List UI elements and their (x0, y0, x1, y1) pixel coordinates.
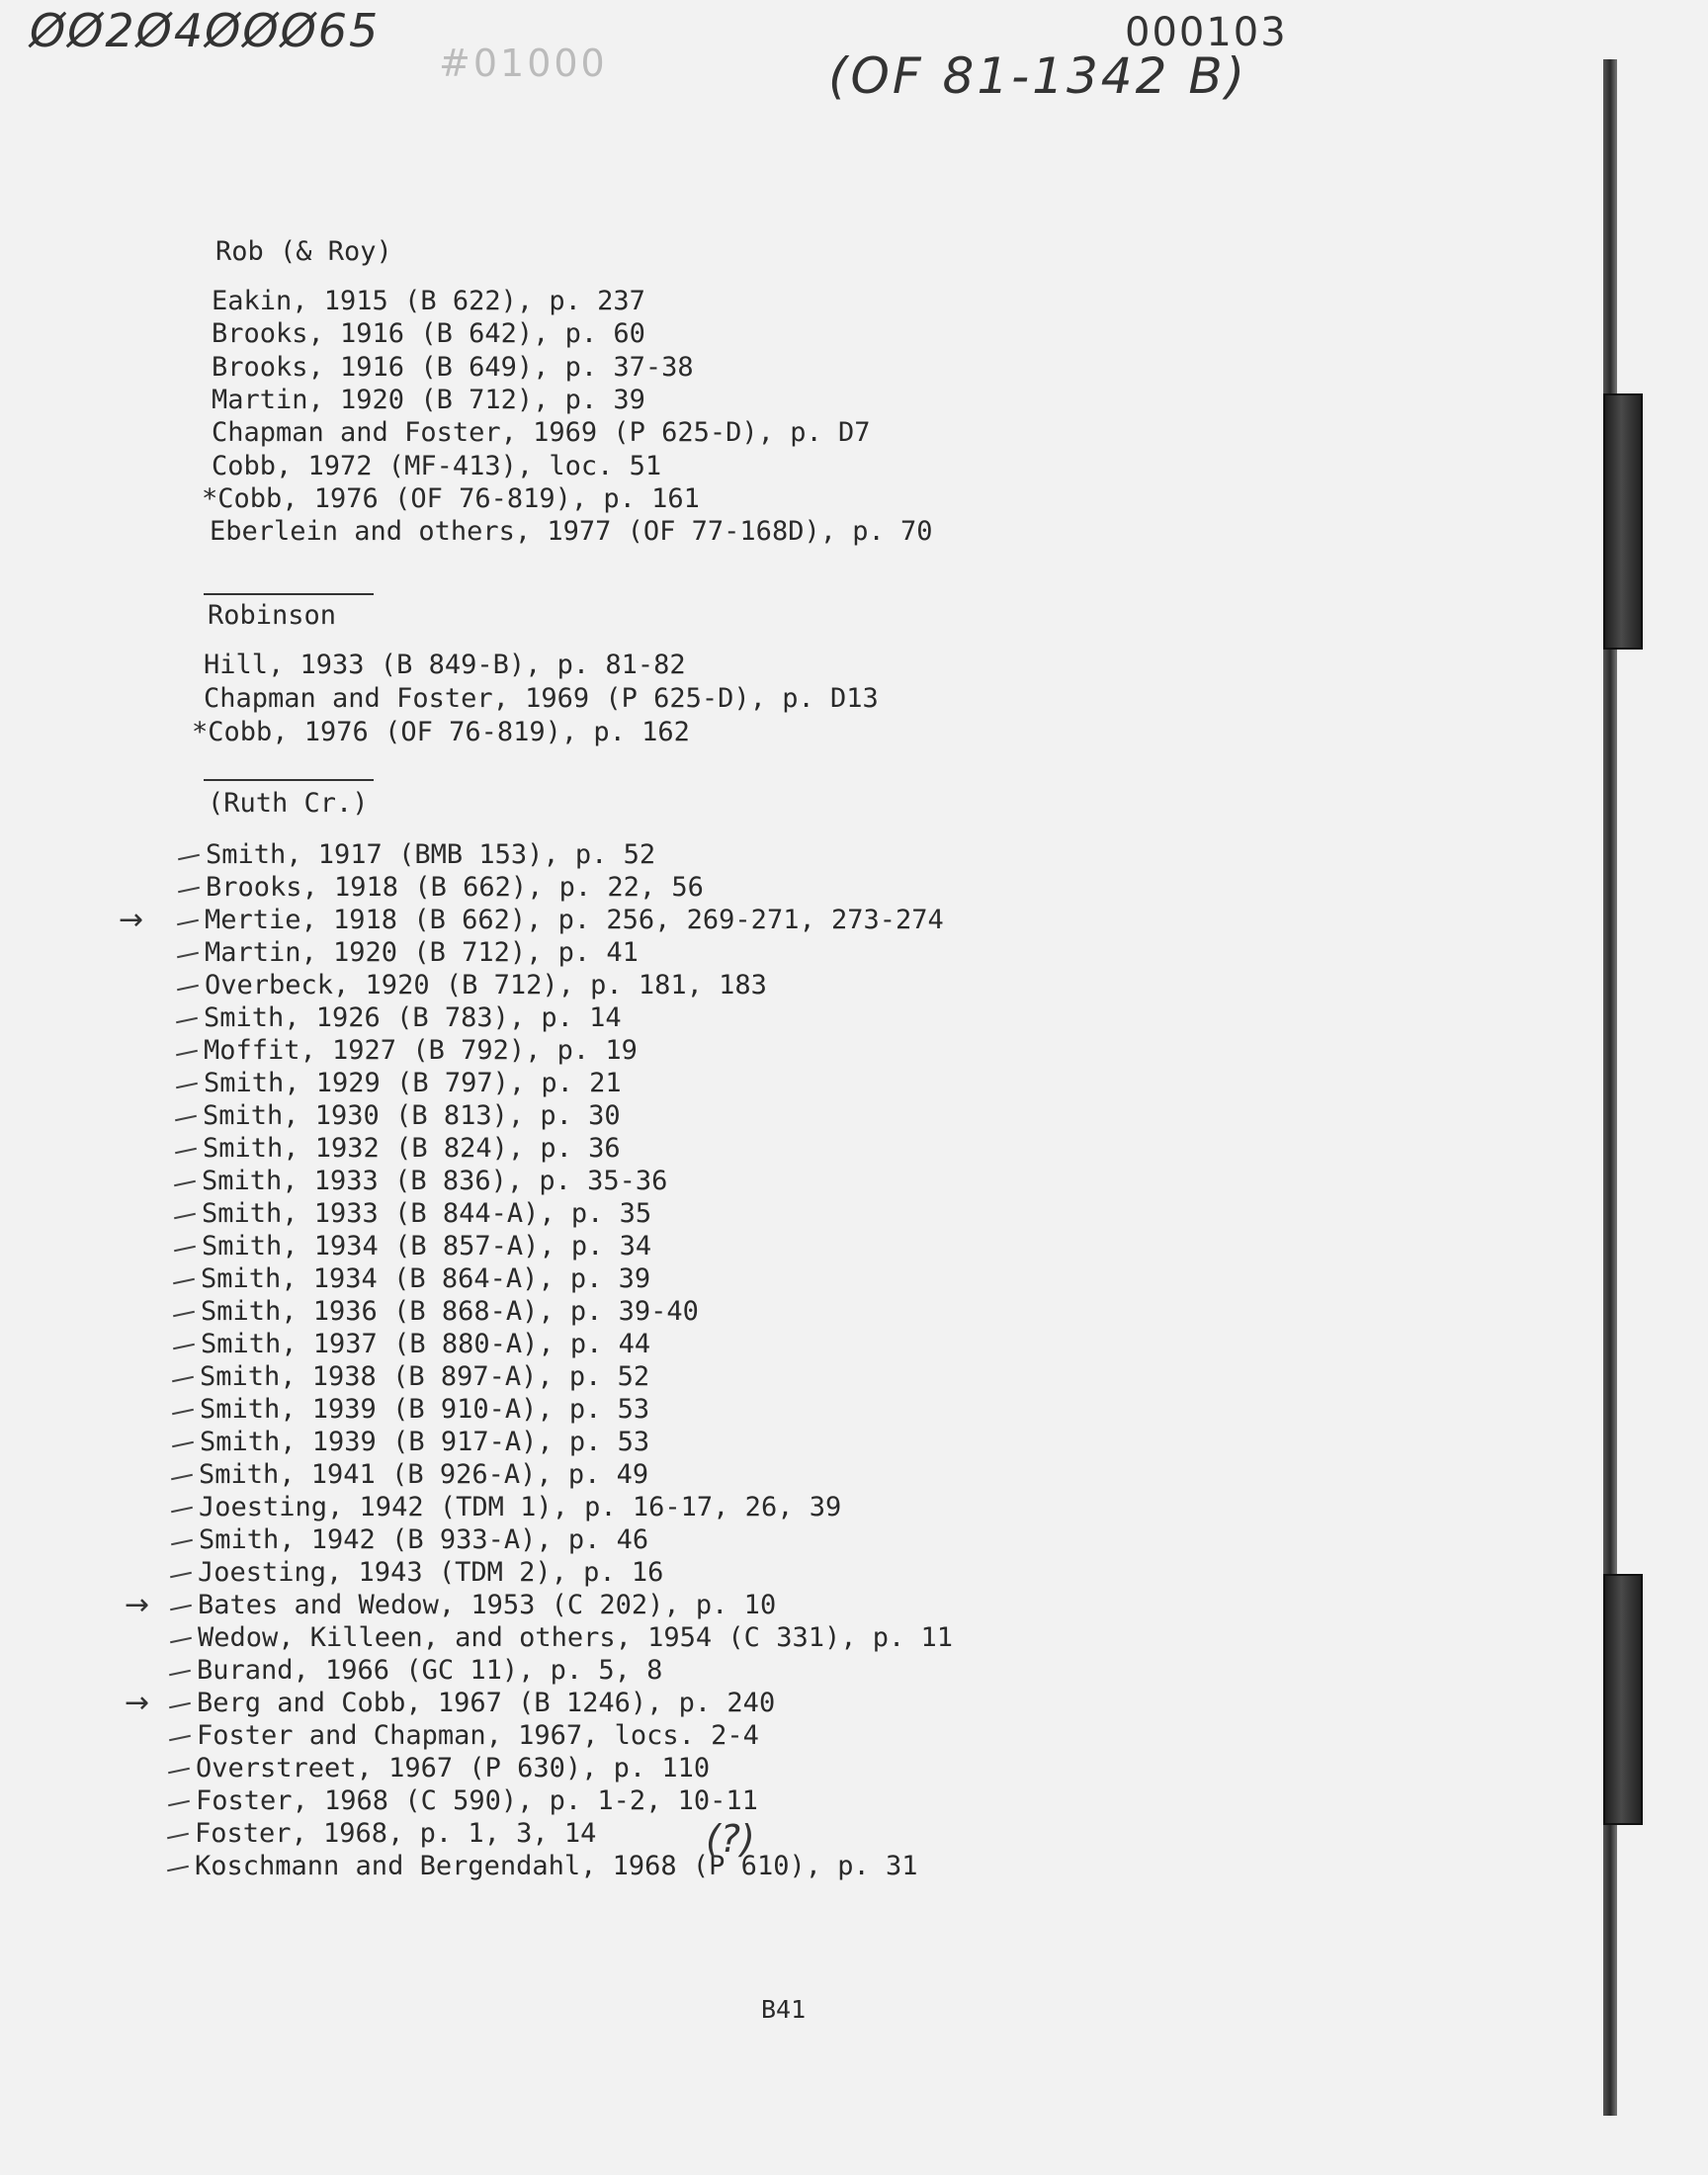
reference-entry: *Cobb, 1976 (OF 76-819), p. 161 (202, 482, 700, 514)
margin-check-mark (177, 985, 199, 992)
section-title: Rob (& Roy) (215, 236, 392, 267)
reference-entry: Smith, 1934 (B 857-A), p. 34 (202, 1231, 652, 1262)
reference-entry: Smith, 1939 (B 917-A), p. 53 (200, 1427, 650, 1457)
reference-entry: Eberlein and others, 1977 (OF 77-168D), p. 70 (210, 516, 933, 548)
reference-entry: Koschmann and Bergendahl, 1968 (P 610), p. 31 (195, 1851, 918, 1881)
margin-check-mark (172, 1441, 194, 1448)
reference-entry: Chapman and Foster, 1969 (P 625-D), p. D13 (204, 683, 879, 714)
reference-entry: Berg and Cobb, 1967 (B 1246), p. 240 (197, 1688, 776, 1718)
margin-check-mark (173, 1344, 195, 1350)
reference-entry: Smith, 1930 (B 813), p. 30 (203, 1100, 621, 1131)
reference-entry: Smith, 1942 (B 933-A), p. 46 (199, 1524, 649, 1555)
handwritten-page-number: 000103 (1125, 10, 1288, 55)
reference-entry: Cobb, 1972 (MF-413), loc. 51 (212, 450, 662, 481)
margin-check-mark (175, 1148, 197, 1155)
margin-arrow-icon: → (125, 1588, 150, 1622)
page-footer-number: B41 (761, 1995, 807, 2024)
reference-entry: Smith, 1934 (B 864-A), p. 39 (201, 1263, 651, 1294)
margin-check-mark (177, 919, 199, 926)
margin-check-mark (176, 1050, 198, 1057)
handwritten-question-mark: (?) (706, 1817, 755, 1861)
section-title: Robinson (208, 600, 337, 631)
reference-entry: Foster, 1968, p. 1, 3, 14 (195, 1818, 597, 1849)
reference-entry: Bates and Wedow, 1953 (C 202), p. 10 (198, 1590, 777, 1620)
margin-check-mark (169, 1735, 191, 1742)
section-divider (204, 593, 374, 595)
margin-check-mark (168, 1800, 190, 1807)
margin-check-mark (173, 1311, 195, 1318)
reference-entry: Mertie, 1918 (B 662), p. 256, 269-271, 273-274 (205, 905, 944, 935)
margin-check-mark (172, 1409, 194, 1416)
reference-entry: Brooks, 1916 (B 642), p. 60 (212, 318, 645, 350)
margin-check-mark (177, 952, 199, 959)
reference-entry: Joesting, 1943 (TDM 2), p. 16 (198, 1557, 664, 1588)
reference-entry: *Cobb, 1976 (OF 76-819), p. 162 (192, 717, 690, 747)
reference-entry: Burand, 1966 (GC 11), p. 5, 8 (197, 1655, 663, 1686)
reference-entry: Foster, 1968 (C 590), p. 1-2, 10-11 (196, 1785, 758, 1816)
margin-check-mark (174, 1180, 196, 1187)
margin-check-mark (174, 1246, 196, 1253)
reference-entry: Smith, 1939 (B 910-A), p. 53 (200, 1394, 650, 1425)
margin-arrow-icon: → (119, 903, 144, 937)
stamped-number: #01000 (439, 42, 608, 85)
margin-check-mark (169, 1670, 191, 1677)
margin-check-mark (173, 1278, 195, 1285)
section-title: (Ruth Cr.) (208, 788, 369, 819)
margin-check-mark (167, 1833, 189, 1840)
handwritten-document-id: ØØ2Ø4ØØØ65 (30, 4, 381, 57)
margin-check-mark (178, 887, 200, 894)
margin-check-mark (170, 1605, 192, 1611)
binder-clip-bottom (1603, 1574, 1643, 1825)
margin-check-mark (171, 1507, 193, 1514)
margin-check-mark (171, 1539, 193, 1546)
margin-check-mark (167, 1866, 189, 1872)
margin-check-mark (178, 854, 200, 861)
margin-check-mark (170, 1572, 192, 1579)
handwritten-report-reference: (OF 81-1342 B) (828, 47, 1248, 105)
reference-entry: Martin, 1920 (B 712), p. 41 (205, 937, 639, 968)
reference-entry: Smith, 1941 (B 926-A), p. 49 (199, 1459, 649, 1490)
margin-check-mark (176, 1017, 198, 1024)
reference-entry: Overstreet, 1967 (P 630), p. 110 (196, 1753, 711, 1784)
reference-entry: Smith, 1926 (B 783), p. 14 (204, 1002, 622, 1033)
reference-entry: Smith, 1933 (B 844-A), p. 35 (202, 1198, 652, 1229)
reference-entry: Smith, 1933 (B 836), p. 35-36 (202, 1166, 668, 1196)
section-divider (204, 779, 374, 781)
margin-check-mark (168, 1768, 190, 1775)
reference-entry: Chapman and Foster, 1969 (P 625-D), p. D7 (212, 417, 871, 449)
reference-entry: Smith, 1929 (B 797), p. 21 (204, 1068, 622, 1098)
margin-check-mark (175, 1115, 197, 1122)
margin-arrow-icon: → (125, 1686, 150, 1720)
reference-entry: Martin, 1920 (B 712), p. 39 (212, 384, 645, 415)
margin-check-mark (170, 1637, 192, 1644)
reference-entry: Joesting, 1942 (TDM 1), p. 16-17, 26, 39 (199, 1492, 842, 1522)
reference-entry: Brooks, 1916 (B 649), p. 37-38 (212, 351, 694, 383)
reference-entry: Smith, 1937 (B 880-A), p. 44 (201, 1329, 651, 1359)
reference-entry: Brooks, 1918 (B 662), p. 22, 56 (206, 872, 704, 903)
reference-entry: Smith, 1936 (B 868-A), p. 39-40 (201, 1296, 699, 1327)
margin-check-mark (172, 1376, 194, 1383)
reference-entry: Smith, 1938 (B 897-A), p. 52 (200, 1361, 650, 1392)
binder-clip-top (1603, 393, 1643, 650)
margin-check-mark (174, 1213, 196, 1220)
margin-check-mark (176, 1083, 198, 1089)
reference-entry: Smith, 1917 (BMB 153), p. 52 (206, 839, 656, 870)
margin-check-mark (171, 1474, 193, 1481)
margin-check-mark (169, 1702, 191, 1709)
reference-entry: Eakin, 1915 (B 622), p. 237 (212, 286, 645, 316)
reference-entry: Overbeck, 1920 (B 712), p. 181, 183 (205, 970, 767, 1000)
reference-entry: Wedow, Killeen, and others, 1954 (C 331), p. 11 (198, 1622, 954, 1653)
reference-entry: Foster and Chapman, 1967, locs. 2-4 (197, 1720, 759, 1751)
reference-entry: Smith, 1932 (B 824), p. 36 (203, 1133, 621, 1164)
reference-entry: Moffit, 1927 (B 792), p. 19 (204, 1035, 638, 1066)
reference-entry: Hill, 1933 (B 849-B), p. 81-82 (204, 650, 686, 680)
